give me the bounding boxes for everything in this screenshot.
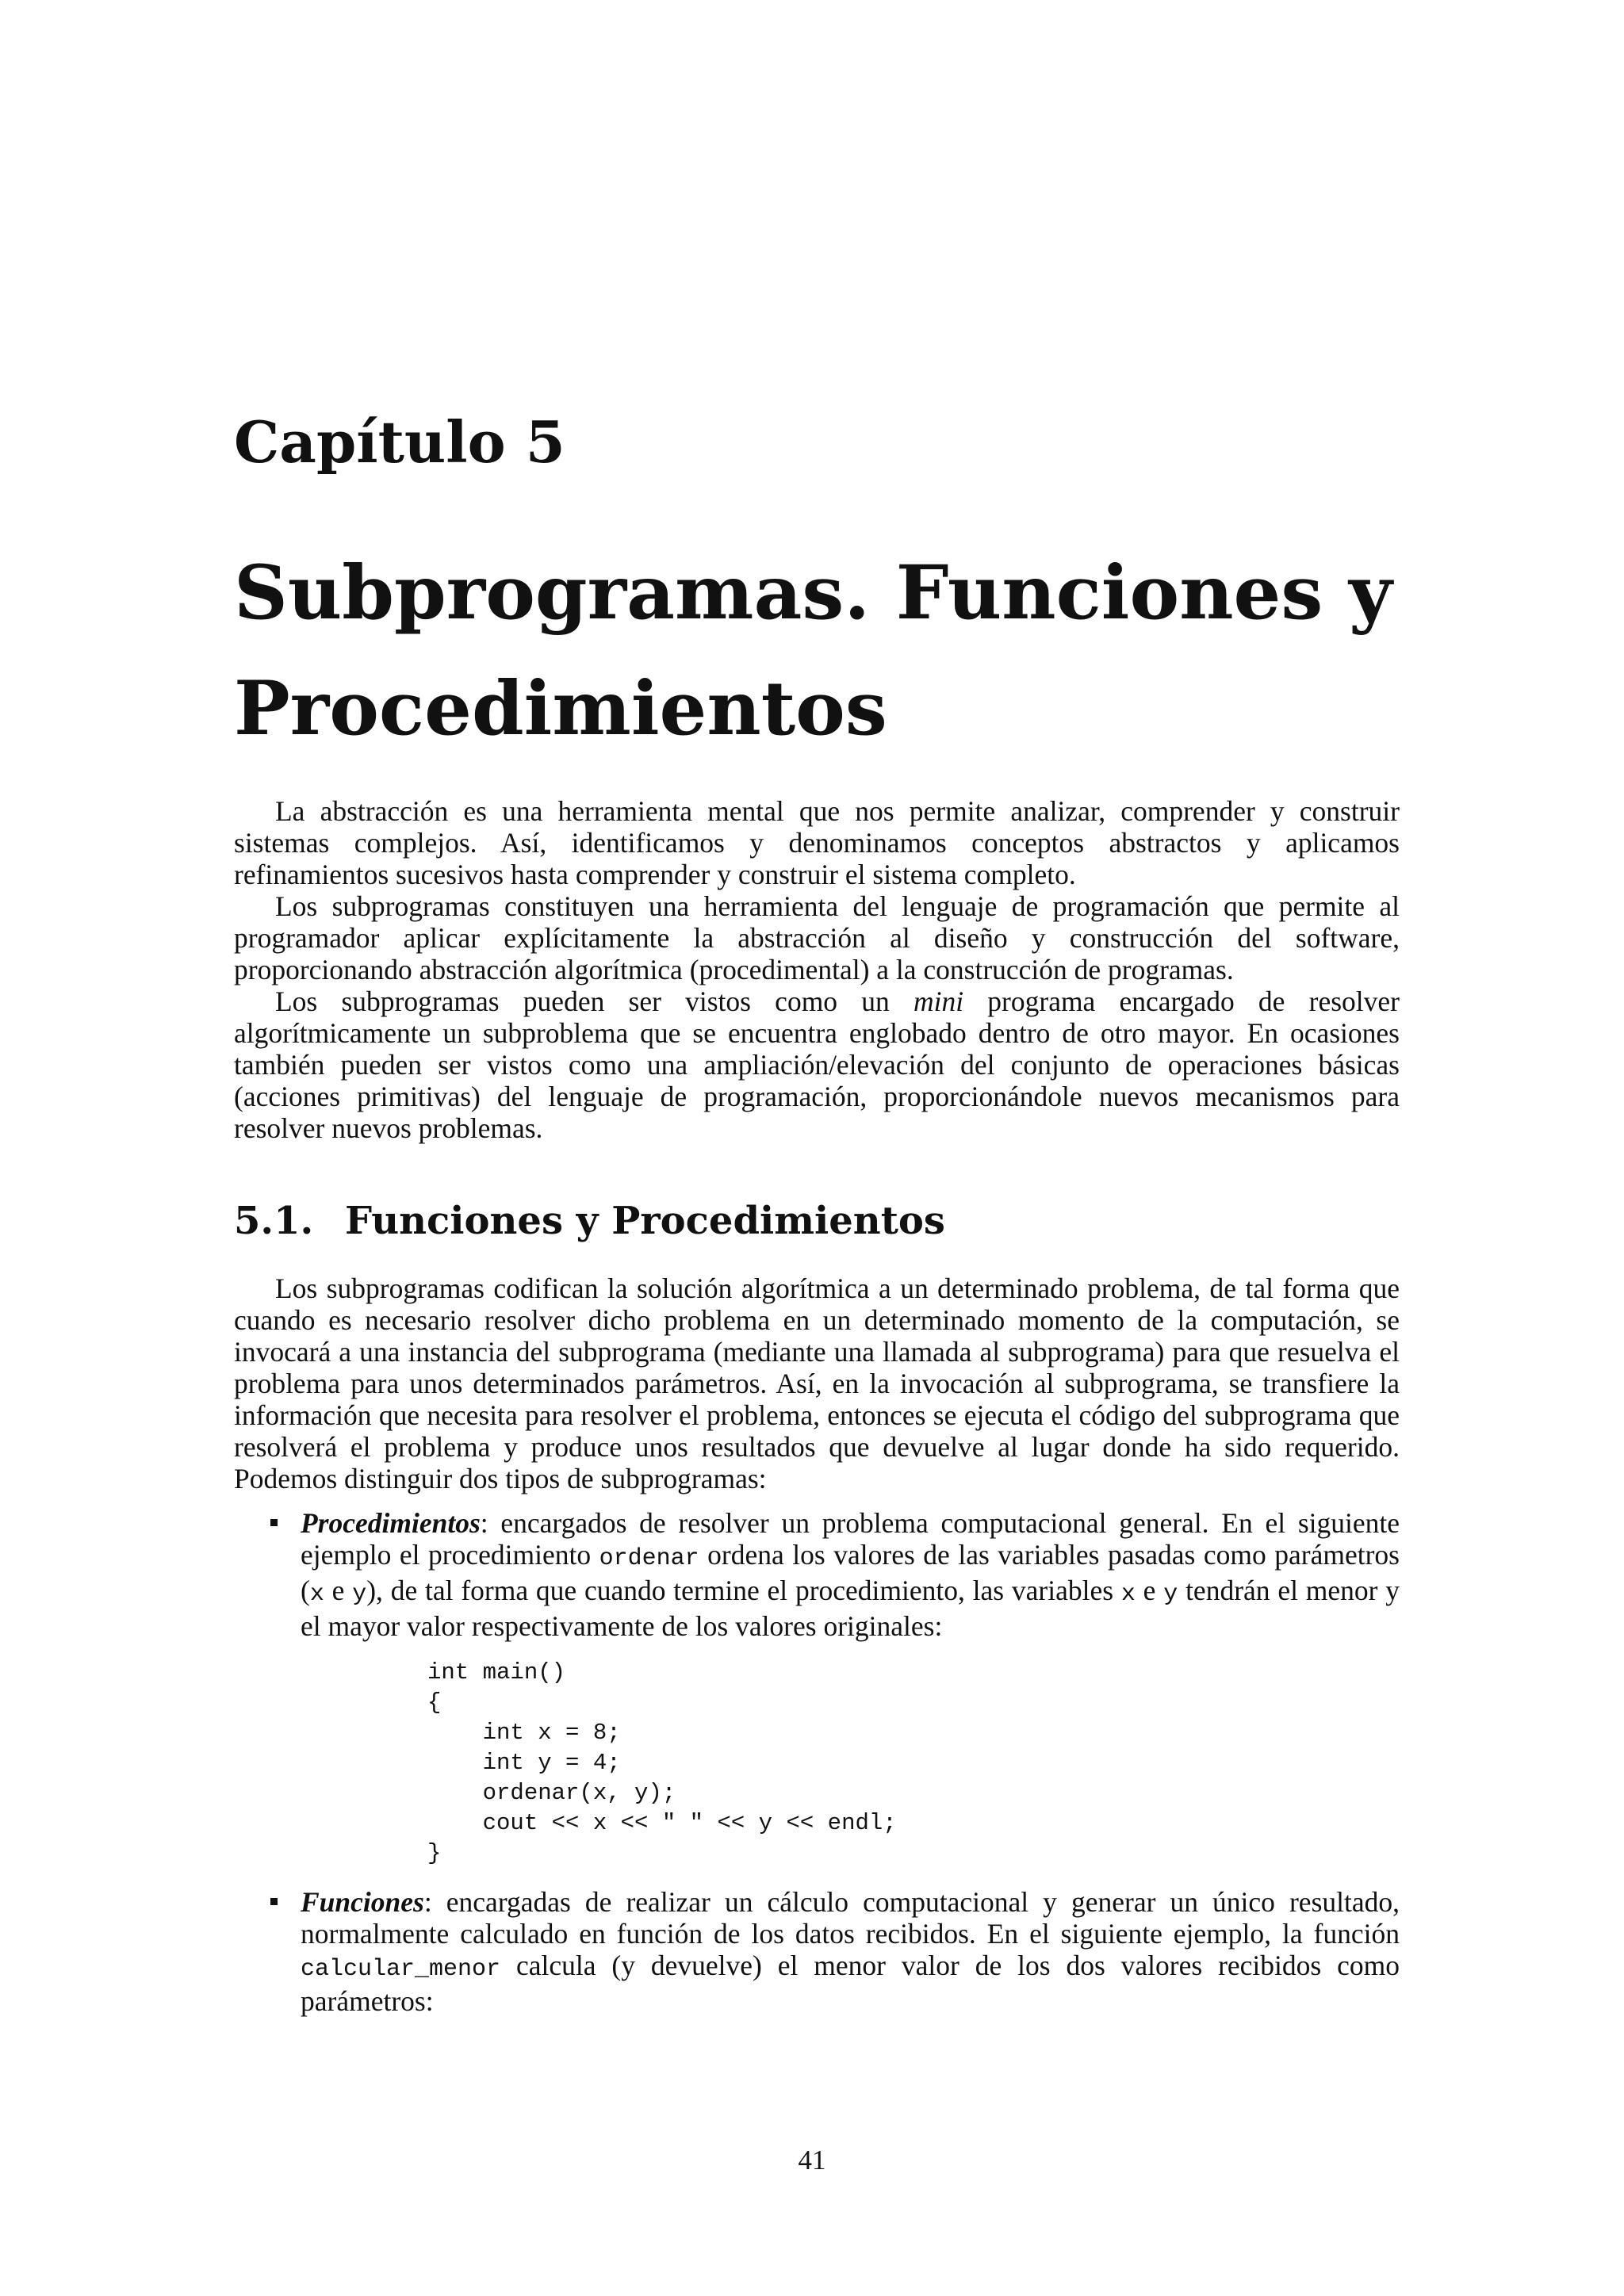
emphasis-mini: mini xyxy=(913,985,964,1017)
code-block-main: int main() { int x = 8; int y = 4; ordenar(x, y); cout << x << " " << y << endl; } xyxy=(427,1659,897,1866)
text-run: Los subprogramas pueden ser vistos como un xyxy=(275,985,914,1017)
intro-paragraph-3 xyxy=(234,985,1400,1144)
code-calcular-menor: calcular_menor xyxy=(301,1956,501,1983)
page-number: 41 xyxy=(798,2145,826,2175)
section-title: Funciones y Procedimientos xyxy=(345,1199,945,1243)
section-paragraph-1: Los subprogramas codifican la solución algorítmica a un determinado problema, de tal forma que cuando es necesario resolver dicho problema en un determinado momento de la computación, se invocará a una instancia del subprograma (mediante una llamada al subprograma) para que resuelva el problema para unos determinados parámetros. Así, en la invocación al subprograma, se transfiere la información que necesita para resolver el problema, entonces se ejecuta el código del subprograma que resolverá el problema y produce unos resultados que devuelve al lugar donde ha sido requerido. Podemos distinguir dos tipos de subprogramas: xyxy=(234,1272,1400,1494)
text-run: calcula (y devuelve) el menor valor de los dos valores recibidos como parámetros: xyxy=(301,1950,1400,2017)
chapter-title-line-2: Procedimientos xyxy=(234,665,887,752)
code-y: y xyxy=(1163,1581,1178,1608)
chapter-title-line-1: Subprogramas. Funciones y xyxy=(234,549,1392,637)
chapter-label: Capítulo 5 xyxy=(234,408,565,476)
bullet-procedimientos xyxy=(234,1507,1400,1869)
text-run: : encargadas de realizar un cálculo computacional y generar un único resultado, normalmente calculado en función de los datos recibidos. En el siguiente ejemplo, la función xyxy=(301,1886,1400,1950)
text-run: programa encargado de resolver algorítmicamente un subproblema que se encuentra englobado dentro de otro mayor. En ocasiones también pueden ser vistos como una ampliación/elevación del conjunto de operaciones básicas (acciones primitivas) del lenguaje de programación, proporcionándole nuevos mecanismos para resolver nuevos problemas. xyxy=(234,985,1400,1144)
intro-paragraph-1: La abstracción es una herramienta mental que nos permite analizar, comprender y construir sistemas complejos. Así, identificamos y denominamos conceptos abstractos y aplicamos refinamientos sucesivos hasta comprender y construir el sistema completo. xyxy=(234,795,1400,890)
text-run: e xyxy=(324,1575,353,1606)
section-heading xyxy=(234,1199,1400,1245)
intro-text xyxy=(234,795,1400,1144)
bullet-marker xyxy=(270,1898,278,1905)
code-x: x xyxy=(309,1581,324,1608)
code-y: y xyxy=(352,1581,367,1608)
text-run: ), de tal forma que cuando termine el procedimiento, las variables xyxy=(366,1575,1121,1606)
code-x: x xyxy=(1120,1581,1136,1608)
bullet-marker xyxy=(270,1519,278,1526)
text-run: ordena los valores de las variables pasadas como parámetros ( xyxy=(301,1539,1400,1606)
section-number: 5.1. xyxy=(234,1199,314,1243)
term-funciones: Funciones xyxy=(301,1886,424,1918)
term-procedimientos: Procedimientos xyxy=(301,1507,481,1539)
text-run: e xyxy=(1135,1575,1164,1606)
text-run: tendrán el menor y el mayor valor respectivamente de los valores originales: xyxy=(301,1575,1400,1642)
code-ordenar: ordenar xyxy=(599,1545,699,1572)
intro-paragraph-2: Los subprogramas constituyen una herramienta del lenguaje de programación que permite al programador aplicar explícitamente la abstracción al diseño y construcción del software, proporcionando abstracción algorítmica (procedimental) a la construcción de programas. xyxy=(234,890,1400,985)
text-run: : encargados de resolver un problema computacional general. En el siguiente ejemplo el procedimiento xyxy=(301,1507,1400,1571)
bullet-funciones xyxy=(234,1886,1400,2017)
section-body xyxy=(234,1272,1400,2017)
chapter-title xyxy=(234,535,1400,767)
